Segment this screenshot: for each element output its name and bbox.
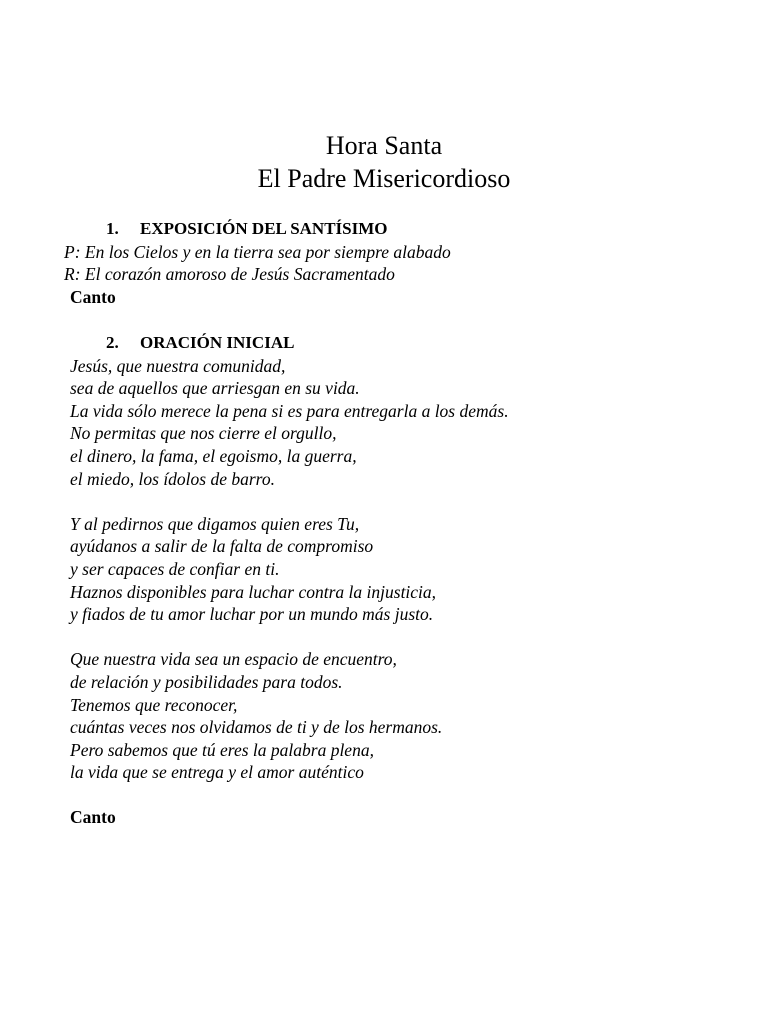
prayer-line: ayúdanos a salir de la falta de compromiso bbox=[70, 536, 374, 557]
prayer-line: Pero sabemos que tú eres la palabra plena, bbox=[70, 739, 374, 760]
prayer-line: Tenemos que reconocer, bbox=[70, 694, 238, 715]
section-number: 1. bbox=[106, 219, 119, 238]
prayer-line: No permitas que nos cierre el orgullo, bbox=[70, 423, 337, 444]
section-heading bbox=[106, 218, 750, 241]
section-oracion-inicial bbox=[70, 332, 750, 829]
section-heading bbox=[106, 332, 750, 355]
canto-label: Canto bbox=[70, 807, 116, 828]
prayer-line: La vida sólo merece la pena si es para entregarla a los demás. bbox=[70, 400, 509, 421]
stanza-gap bbox=[70, 784, 750, 807]
prayer-line: R: El corazón amoroso de Jesús Sacramentado bbox=[64, 264, 395, 285]
prayer-line: cuántas veces nos olvidamos de ti y de los hermanos. bbox=[70, 717, 443, 738]
prayer-line: P: En los Cielos y en la tierra sea por siempre alabado bbox=[64, 241, 451, 262]
stanza bbox=[70, 513, 750, 626]
stanza bbox=[70, 648, 750, 784]
canto-label: Canto bbox=[70, 286, 116, 307]
prayer-line: de relación y posibilidades para todos. bbox=[70, 671, 343, 692]
stanza-gap bbox=[70, 490, 750, 513]
prayer-line: Haznos disponibles para luchar contra la injusticia, bbox=[70, 581, 437, 602]
prayer-line: Que nuestra vida sea un espacio de encuentro, bbox=[70, 649, 397, 670]
prayer-line: el miedo, los ídolos de barro. bbox=[70, 468, 275, 489]
section-heading-text: EXPOSICIÓN DEL SANTÍSIMO bbox=[140, 219, 388, 238]
document-subtitle: El Padre Misericordioso bbox=[257, 164, 511, 193]
prayer-line: Jesús, que nuestra comunidad, bbox=[70, 355, 286, 376]
stanza bbox=[70, 355, 750, 491]
section-number: 2. bbox=[106, 333, 119, 352]
section-exposicion bbox=[64, 218, 750, 308]
section-heading-text: ORACIÓN INICIAL bbox=[140, 333, 295, 352]
document-title: Hora Santa bbox=[325, 131, 443, 160]
prayer-line: el dinero, la fama, el egoismo, la guerra, bbox=[70, 445, 357, 466]
prayer-line: Y al pedirnos que digamos quien eres Tu, bbox=[70, 513, 360, 534]
stanza-gap bbox=[70, 626, 750, 649]
prayer-line: la vida que se entrega y el amor auténtico bbox=[70, 762, 364, 783]
prayer-line: y fiados de tu amor luchar por un mundo más justo. bbox=[70, 604, 434, 625]
prayer-line: sea de aquellos que arriesgan en su vida. bbox=[70, 378, 360, 399]
prayer-line: y ser capaces de confiar en ti. bbox=[70, 558, 280, 579]
